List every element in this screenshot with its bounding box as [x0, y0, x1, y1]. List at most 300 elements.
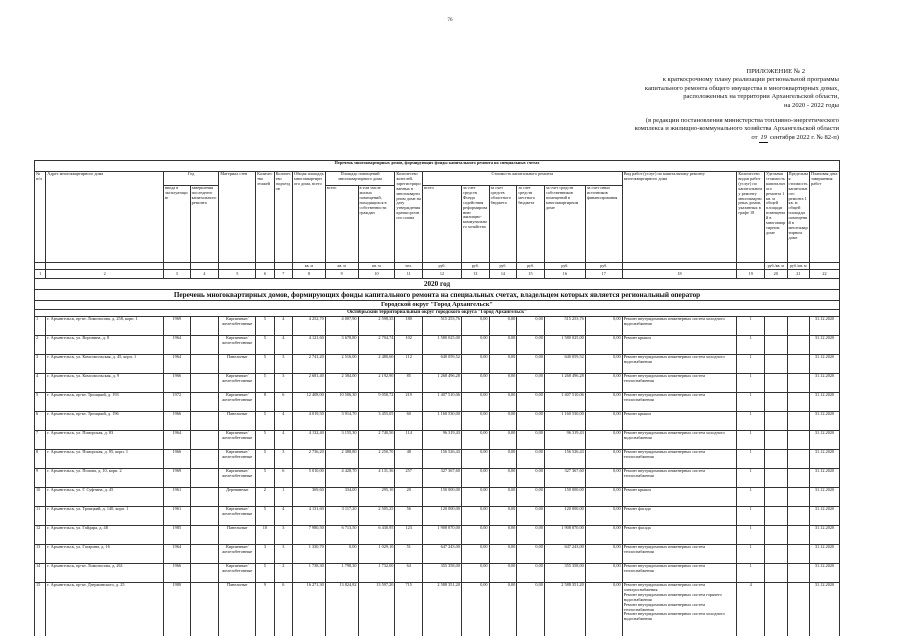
cell-floors: 5 — [256, 317, 274, 336]
cell-total-area: 4 131,60 — [293, 507, 326, 526]
cell-residents: 715 — [395, 583, 423, 637]
cell-max-cost — [787, 507, 810, 526]
column-number: 11 — [395, 270, 423, 279]
cell-fund: 0,00 — [461, 317, 489, 336]
cell-max-cost — [787, 469, 810, 488]
cell-owners: 1 160 530,00 — [544, 412, 585, 431]
cell-repair — [190, 450, 219, 469]
unit-cell — [274, 263, 292, 270]
cell-deadline: 31.12.2020 — [810, 355, 840, 374]
cell-repair — [190, 469, 219, 488]
cell-work-type: Ремонт внутридомовых инженерных систем теплоснабжения — [622, 469, 737, 488]
cell-owners: 1 580 025,00 — [544, 336, 585, 355]
cell-total-area: 12 408,00 — [293, 393, 326, 412]
column-number: 17 — [585, 270, 622, 279]
units-row — [35, 263, 840, 270]
cell-fund: 0,00 — [461, 336, 489, 355]
cell-local: 0,00 — [517, 393, 545, 412]
cell-address: г. Архангельск, пр-кт. Ломоносова, д. 258, корп. 1 — [46, 317, 164, 336]
cell-address: г. Архангельск, ул. Попова, д. 10, корп. 2 — [46, 469, 164, 488]
column-number: 7 — [274, 270, 292, 279]
cell-cost: 1 580 025,00 — [423, 336, 462, 355]
cell-fund: 0,00 — [461, 412, 489, 431]
cell-max-cost — [787, 545, 810, 564]
cell-region: 0,00 — [489, 450, 517, 469]
cell-deadline: 31.12.2020 — [810, 336, 840, 355]
work-item: Ремонт внутридомовых инженерных систем горячего водоснабжения — [623, 591, 722, 602]
header-year-repair: завершения последнего капитального ремонта — [190, 186, 219, 263]
cell-unit-cost — [765, 355, 788, 374]
table-row — [35, 507, 840, 526]
appendix-title: ПРИЛОЖЕНИЕ № 2 — [746, 68, 805, 75]
cell-residents: 48 — [395, 450, 423, 469]
cell-max-cost — [787, 355, 810, 374]
cell-cost: 1 908 870,00 — [423, 526, 462, 545]
district-title: Октябрьский территориальный округ городского округа "Город Архангельск" — [35, 310, 840, 317]
appendix-line: капитального ремонта общего имущества в многоквартирных домах, — [644, 84, 839, 92]
cell-fund: 0,00 — [461, 450, 489, 469]
unit-cell: кв. м — [293, 263, 326, 270]
cell-address: г. Архангельск, ул. Гагарина, д. 16 — [46, 545, 164, 564]
unit-cell: кв. м — [358, 263, 395, 270]
column-number: 10 — [358, 270, 395, 279]
city-title: Городской округ "Город Архангельск" — [35, 301, 840, 310]
cell-entrances: 4 — [274, 507, 292, 526]
cell-unit-cost — [765, 450, 788, 469]
cell-address: г. Архангельск, пр-кт. Троицкий, д. 196 — [46, 412, 164, 431]
cell-deadline: 31.12.2020 — [810, 545, 840, 564]
cell-area: 0,00 — [325, 545, 358, 564]
cell-total-area: 2 681,40 — [293, 374, 326, 393]
cell-other: 0,00 — [585, 583, 622, 637]
cell-floors: 5 — [256, 507, 274, 526]
cell-residents: 180 — [395, 317, 423, 336]
cell-year: 1961 — [164, 488, 191, 507]
cell-unit-cost — [765, 469, 788, 488]
cell-wall: Кирпичные/ железобетонные — [219, 336, 256, 355]
cell-local: 0,00 — [517, 469, 545, 488]
table-row — [35, 355, 840, 374]
cell-owners: 355 358,00 — [544, 564, 585, 583]
housing-table-wrapper — [34, 160, 840, 636]
cell-entrances: 2 — [274, 564, 292, 583]
cell-region: 0,00 — [489, 564, 517, 583]
cell-fund: 0,00 — [461, 488, 489, 507]
cell-floors: 5 — [256, 374, 274, 393]
cell-work-count: 1 — [737, 336, 765, 355]
table-row — [35, 469, 840, 488]
cell-max-cost — [787, 431, 810, 450]
cell-floors: 5 — [256, 431, 274, 450]
header-address: Адрес многоквартирного дома — [46, 172, 164, 263]
cell-residents: 85 — [395, 374, 423, 393]
header-area-total: всего — [325, 186, 358, 263]
cell-other: 0,00 — [585, 564, 622, 583]
cell-deadline: 31.12.2020 — [810, 507, 840, 526]
cell-area: 4 007,90 — [325, 317, 358, 336]
cell-fund: 0,00 — [461, 431, 489, 450]
cell-max-cost — [787, 317, 810, 336]
cell-total-area: 1 330,70 — [293, 545, 326, 564]
cell-wall: Кирпичные/ железобетонные — [219, 507, 256, 526]
table-row — [35, 488, 840, 507]
cell-work-type: Ремонт внутридомовых инженерных систем холодного водоснабжения — [622, 317, 737, 336]
cell-entrances: 6 — [274, 393, 292, 412]
cell-year: 1961 — [164, 507, 191, 526]
date-day: 19 — [759, 134, 768, 143]
unit-cell: руб. — [517, 263, 545, 270]
cell-cost: 120 000,00 — [423, 507, 462, 526]
cell-region: 0,00 — [489, 374, 517, 393]
column-number: 9 — [325, 270, 358, 279]
table-row — [35, 545, 840, 564]
table-body — [35, 317, 840, 583]
cell-owned: 4 131,36 — [358, 469, 395, 488]
cell-work-type: Ремонт крыши — [622, 336, 737, 355]
cell-other: 0,00 — [585, 336, 622, 355]
cell-total-area: 2 741,20 — [293, 355, 326, 374]
cell-work-count: 1 — [737, 469, 765, 488]
cell-work-count: 4 — [737, 583, 765, 637]
cell-fund: 0,00 — [461, 545, 489, 564]
table-title: Перечень многоквартирных домов, формирующих фонды капитального ремонта на специальных счетах — [35, 161, 840, 172]
cell-num: 3 — [35, 355, 46, 374]
cell-region: 0,00 — [489, 469, 517, 488]
cell-year: 1969 — [164, 317, 191, 336]
cell-repair — [190, 583, 219, 637]
cell-work-count: 1 — [737, 488, 765, 507]
unit-cell — [810, 263, 840, 270]
header-row — [35, 172, 840, 186]
cell-total-area: 5 010,00 — [293, 469, 326, 488]
cell-area: 3 914,70 — [325, 412, 358, 431]
cell-entrances: 4 — [274, 431, 292, 450]
cell-residents: 20 — [395, 488, 423, 507]
cell-repair — [190, 355, 219, 374]
cell-year: 1966 — [164, 564, 191, 583]
work-item: Ремонт внутридомовых инженерных систем теплоснабжения — [623, 601, 705, 612]
cell-address: г. Архангельск, ул. Комсомольская, д. 45, корп. 1 — [46, 355, 164, 374]
header-cost-local: за счет средств местного бюджета — [517, 186, 545, 263]
header-num: № п/п — [35, 172, 46, 263]
cell-owned: 6 430,95 — [358, 526, 395, 545]
unit-cell — [190, 263, 219, 270]
cell-local: 0,00 — [517, 355, 545, 374]
header-entrances: Количество подъездов — [274, 172, 292, 263]
cell-work-type: Ремонт крыши — [622, 488, 737, 507]
cell-address: г. Архангельск, ул. Воронина, д. 8 — [46, 336, 164, 355]
cell-owners: 1 407 510,06 — [544, 393, 585, 412]
cell-owned: 2 505,25 — [358, 507, 395, 526]
cell-floors: 5 — [256, 564, 274, 583]
unit-cell — [164, 263, 191, 270]
cell-cost: 1 407 510,06 — [423, 393, 462, 412]
cell-fund: 0,00 — [461, 583, 489, 637]
cell-fund: 0,00 — [461, 469, 489, 488]
cell-repair — [190, 488, 219, 507]
cell-area: 3 678,80 — [325, 336, 358, 355]
cell-unit-cost — [765, 336, 788, 355]
header-area-owned: в том числе жилых помещений, находящихся в собственности граждан — [358, 186, 395, 263]
cell-wall: Деревянные — [219, 488, 256, 507]
cell-floors: 5 — [256, 469, 274, 488]
cell-entrances: 1 — [274, 488, 292, 507]
cell-work-type: Ремонт фасада — [622, 526, 737, 545]
unit-cell: руб. — [489, 263, 517, 270]
cell-wall: Кирпичные/ железобетонные — [219, 431, 256, 450]
cell-owners: 96 319,43 — [544, 431, 585, 450]
cell-residents: 64 — [395, 564, 423, 583]
unit-cell — [219, 263, 256, 270]
header-cost-owners: за счет средств собственников помещений в многоквартирном доме — [544, 186, 585, 263]
appendix-date — [519, 134, 839, 143]
table-row — [35, 393, 840, 412]
cell-max-cost — [787, 412, 810, 431]
cell-num: 8 — [35, 450, 46, 469]
cell-entrances: 3 — [274, 450, 292, 469]
cell-floors: 5 — [256, 412, 274, 431]
cell-unit-cost — [765, 507, 788, 526]
cell-owners: 640 059,52 — [544, 355, 585, 374]
cell-cost: 156 526,43 — [423, 450, 462, 469]
appendix-header — [519, 68, 839, 143]
unit-cell: руб. — [461, 263, 489, 270]
cell-other: 0,00 — [585, 317, 622, 336]
cell-owned: 2 192,90 — [358, 374, 395, 393]
cell-deadline: 31.12.2020 — [810, 564, 840, 583]
cell-repair — [190, 393, 219, 412]
cell-cost: 1 160 530,00 — [423, 412, 462, 431]
cell-other: 0,00 — [585, 488, 622, 507]
cell-year: 1964 — [164, 545, 191, 564]
cell-address: г. Архангельск, ул. Поморская, д. 85, корп. 1 — [46, 450, 164, 469]
table-row — [35, 526, 840, 545]
cell-num: 13 — [35, 545, 46, 564]
cell-local: 0,00 — [517, 374, 545, 393]
column-number: 22 — [810, 270, 840, 279]
date-prefix: от — [751, 133, 758, 141]
cell-total-area: 1 738,30 — [293, 564, 326, 583]
cell-work-type: Ремонт внутридомовых инженерных систем холодного водоснабжения — [622, 431, 737, 450]
cell-work-count: 1 — [737, 507, 765, 526]
column-number: 3 — [164, 270, 191, 279]
cell-local: 0,00 — [517, 526, 545, 545]
cell-unit-cost — [765, 583, 788, 637]
cell-residents: 257 — [395, 469, 423, 488]
table-row — [35, 412, 840, 431]
column-numbers-row — [35, 270, 840, 279]
cell-work-count: 1 — [737, 431, 765, 450]
cell-floors: 5 — [256, 450, 274, 469]
work-item: Ремонт внутридомовых инженерных систем холодного водоснабжения — [623, 611, 725, 622]
cell-deadline: 31.12.2020 — [810, 526, 840, 545]
cell-work-count: 1 — [737, 450, 765, 469]
cell-year: 1966 — [164, 412, 191, 431]
cell-max-cost — [787, 583, 810, 637]
cell-cost: 515 253,76 — [423, 317, 462, 336]
cell-owned: 2 598,35 — [358, 317, 395, 336]
table-row — [35, 317, 840, 336]
unit-cell: руб./кв. м — [765, 263, 788, 270]
cell-wall: Кирпичные/ железобетонные — [219, 469, 256, 488]
cell-max-cost — [787, 450, 810, 469]
cell-unit-cost — [765, 374, 788, 393]
cell-entrances: 4 — [274, 336, 292, 355]
cell-work-count: 1 — [737, 545, 765, 564]
cell-total-area: 4 132,40 — [293, 431, 326, 450]
cell-total-area: 4 019,50 — [293, 412, 326, 431]
cell-repair — [190, 431, 219, 450]
cell-area: 2 384,00 — [325, 374, 358, 393]
cell-max-cost — [787, 488, 810, 507]
cell-num: 15 — [35, 583, 46, 637]
cell-year: 1980 — [164, 583, 191, 637]
header-cost-fund: за счет средств Фонда содействия реформированию жилищно-коммунального хозяйства — [461, 186, 489, 263]
cell-repair — [190, 317, 219, 336]
cell-region: 0,00 — [489, 545, 517, 564]
cell-num: 4 — [35, 374, 46, 393]
cell-deadline: 31.12.2020 — [810, 450, 840, 469]
cell-area: 4 428,70 — [325, 469, 358, 488]
cell-num: 11 — [35, 507, 46, 526]
cell-floors: 2 — [256, 488, 274, 507]
cell-owned: 2 704,74 — [358, 336, 395, 355]
unit-cell: руб. — [544, 263, 585, 270]
cell-work-count: 1 — [737, 393, 765, 412]
cell-local: 0,00 — [517, 488, 545, 507]
cell-fund: 0,00 — [461, 393, 489, 412]
cell-total-area: 4 121,60 — [293, 336, 326, 355]
cell-residents: 60 — [395, 412, 423, 431]
cell-region: 0,00 — [489, 317, 517, 336]
cell-repair — [190, 564, 219, 583]
cell-owned: 295,10 — [358, 488, 395, 507]
column-number: 5 — [219, 270, 256, 279]
cell-work-type: Ремонт внутридомовых инженерных систем теплоснабжения — [622, 564, 737, 583]
cell-residents: 114 — [395, 431, 423, 450]
cell-fund: 0,00 — [461, 564, 489, 583]
cell-owned: 2 740,50 — [358, 431, 395, 450]
cell-owners: 1 908 870,00 — [544, 526, 585, 545]
header-year-built: ввода в эксплуатацию — [164, 186, 191, 263]
column-number: 18 — [622, 270, 737, 279]
cell-wall: Кирпичные/ железобетонные — [219, 545, 256, 564]
cell-local: 0,00 — [517, 564, 545, 583]
cell-owners: 1 268 496,28 — [544, 374, 585, 393]
cell-year: 1964 — [164, 355, 191, 374]
column-number: 13 — [461, 270, 489, 279]
header-residents: Количество жителей, зарегистрированных в многоквартирном доме на дату утверждения краткосрочного плана — [395, 172, 423, 263]
cell-floors: 3 — [256, 545, 274, 564]
unit-cell — [256, 263, 274, 270]
cell-region: 0,00 — [489, 336, 517, 355]
header-deadline: Плановая дата завершения работ — [810, 172, 840, 263]
cell-fund: 0,00 — [461, 374, 489, 393]
cell-entrances: 3 — [274, 374, 292, 393]
cell-num: 7 — [35, 431, 46, 450]
cell-owned: 2 480,60 — [358, 355, 395, 374]
cell-deadline: 31.12.2020 — [810, 488, 840, 507]
date-month-year: сентября 2022 г. № — [769, 133, 823, 141]
cell-floors: 8 — [256, 393, 274, 412]
cell-year: 1969 — [164, 469, 191, 488]
column-number: 16 — [544, 270, 585, 279]
cell-owned: 1 029,10 — [358, 545, 395, 564]
cell-local: 0,00 — [517, 431, 545, 450]
cell-cost: 647 243,00 — [423, 545, 462, 564]
cell-area: 6 713,50 — [325, 526, 358, 545]
cell-area: 2 388,80 — [325, 450, 358, 469]
cell-deadline: 31.12.2020 — [810, 583, 840, 637]
cell-num: 12 — [35, 526, 46, 545]
cell-address: г. Архангельск, ул. Троицкий, д. 140, корп. 1 — [46, 507, 164, 526]
column-number: 4 — [190, 270, 219, 279]
cell-other: 0,00 — [585, 526, 622, 545]
cell-region: 0,00 — [489, 355, 517, 374]
cell-entrances: 6 — [274, 469, 292, 488]
cell-floors: 5 — [256, 336, 274, 355]
header-cost-other: за счет иных источников финансирования — [585, 186, 622, 263]
cell-work-type: Ремонт внутридомовых инженерных систем теплоснабжения — [622, 374, 737, 393]
cell-wall: Кирпичные/ железобетонные — [219, 450, 256, 469]
cell-work-count: 1 — [737, 317, 765, 336]
cell-unit-cost — [765, 412, 788, 431]
cell-area: 10 506,30 — [325, 393, 358, 412]
cell-residents: 56 — [395, 507, 423, 526]
cell-year: 1966 — [164, 450, 191, 469]
year-title: 2020 год — [35, 279, 840, 290]
cell-repair — [190, 526, 219, 545]
cell-local: 0,00 — [517, 317, 545, 336]
column-number: 14 — [489, 270, 517, 279]
cell-wall: Панельные — [219, 583, 256, 637]
cell-region: 0,00 — [489, 431, 517, 450]
cell-deadline: 31.12.2020 — [810, 374, 840, 393]
header-work-type: Вид работ (услуг) по капитальному ремонту многоквартирного дома — [622, 172, 737, 263]
cell-wall: Кирпичные/ железобетонные — [219, 393, 256, 412]
cell-entrances: 3 — [274, 545, 292, 564]
cell-owners: 120 000,00 — [544, 507, 585, 526]
cell-area: 3 155,30 — [325, 431, 358, 450]
cell-region: 0,00 — [489, 583, 517, 637]
cell-owners: 515 253,76 — [544, 317, 585, 336]
unit-cell: руб./кв. м — [787, 263, 810, 270]
cell-address: г. Архангельск, пр-кт. Ломоносова, д. 261 — [46, 564, 164, 583]
cell-cost: 1 268 496,28 — [423, 374, 462, 393]
cell-address: г. Архангельск, ул. Гайдара, д. 48 — [46, 526, 164, 545]
cell-floors: 10 — [256, 526, 274, 545]
cell-num: 10 — [35, 488, 46, 507]
cell-max-cost — [787, 336, 810, 355]
cell-total-area: 369,60 — [293, 488, 326, 507]
cell-area: 3 117,20 — [325, 507, 358, 526]
cell-owned: 3 455,05 — [358, 412, 395, 431]
section-subtitle: Перечень многоквартирных домов, формирующих фонды капитального ремонта на специальных счетах, владельцем которых является региональный оператор — [35, 290, 840, 301]
cell-num: 6 — [35, 412, 46, 431]
appendix-line: к краткосрочному плану реализации региональной программы — [662, 76, 839, 84]
cell-local: 0,00 — [517, 336, 545, 355]
cell-wall: Панельные — [219, 412, 256, 431]
unit-cell — [46, 263, 164, 270]
cell-wall: Кирпичные/ железобетонные — [219, 317, 256, 336]
cell-entrances: 4 — [274, 317, 292, 336]
unit-cell: руб. — [423, 263, 462, 270]
cell-deadline: 31.12.2020 — [810, 469, 840, 488]
cell-owners: 156 526,43 — [544, 450, 585, 469]
cell-num: 1 — [35, 317, 46, 336]
date-number: 82-п) — [824, 133, 839, 141]
table-row — [35, 583, 840, 637]
